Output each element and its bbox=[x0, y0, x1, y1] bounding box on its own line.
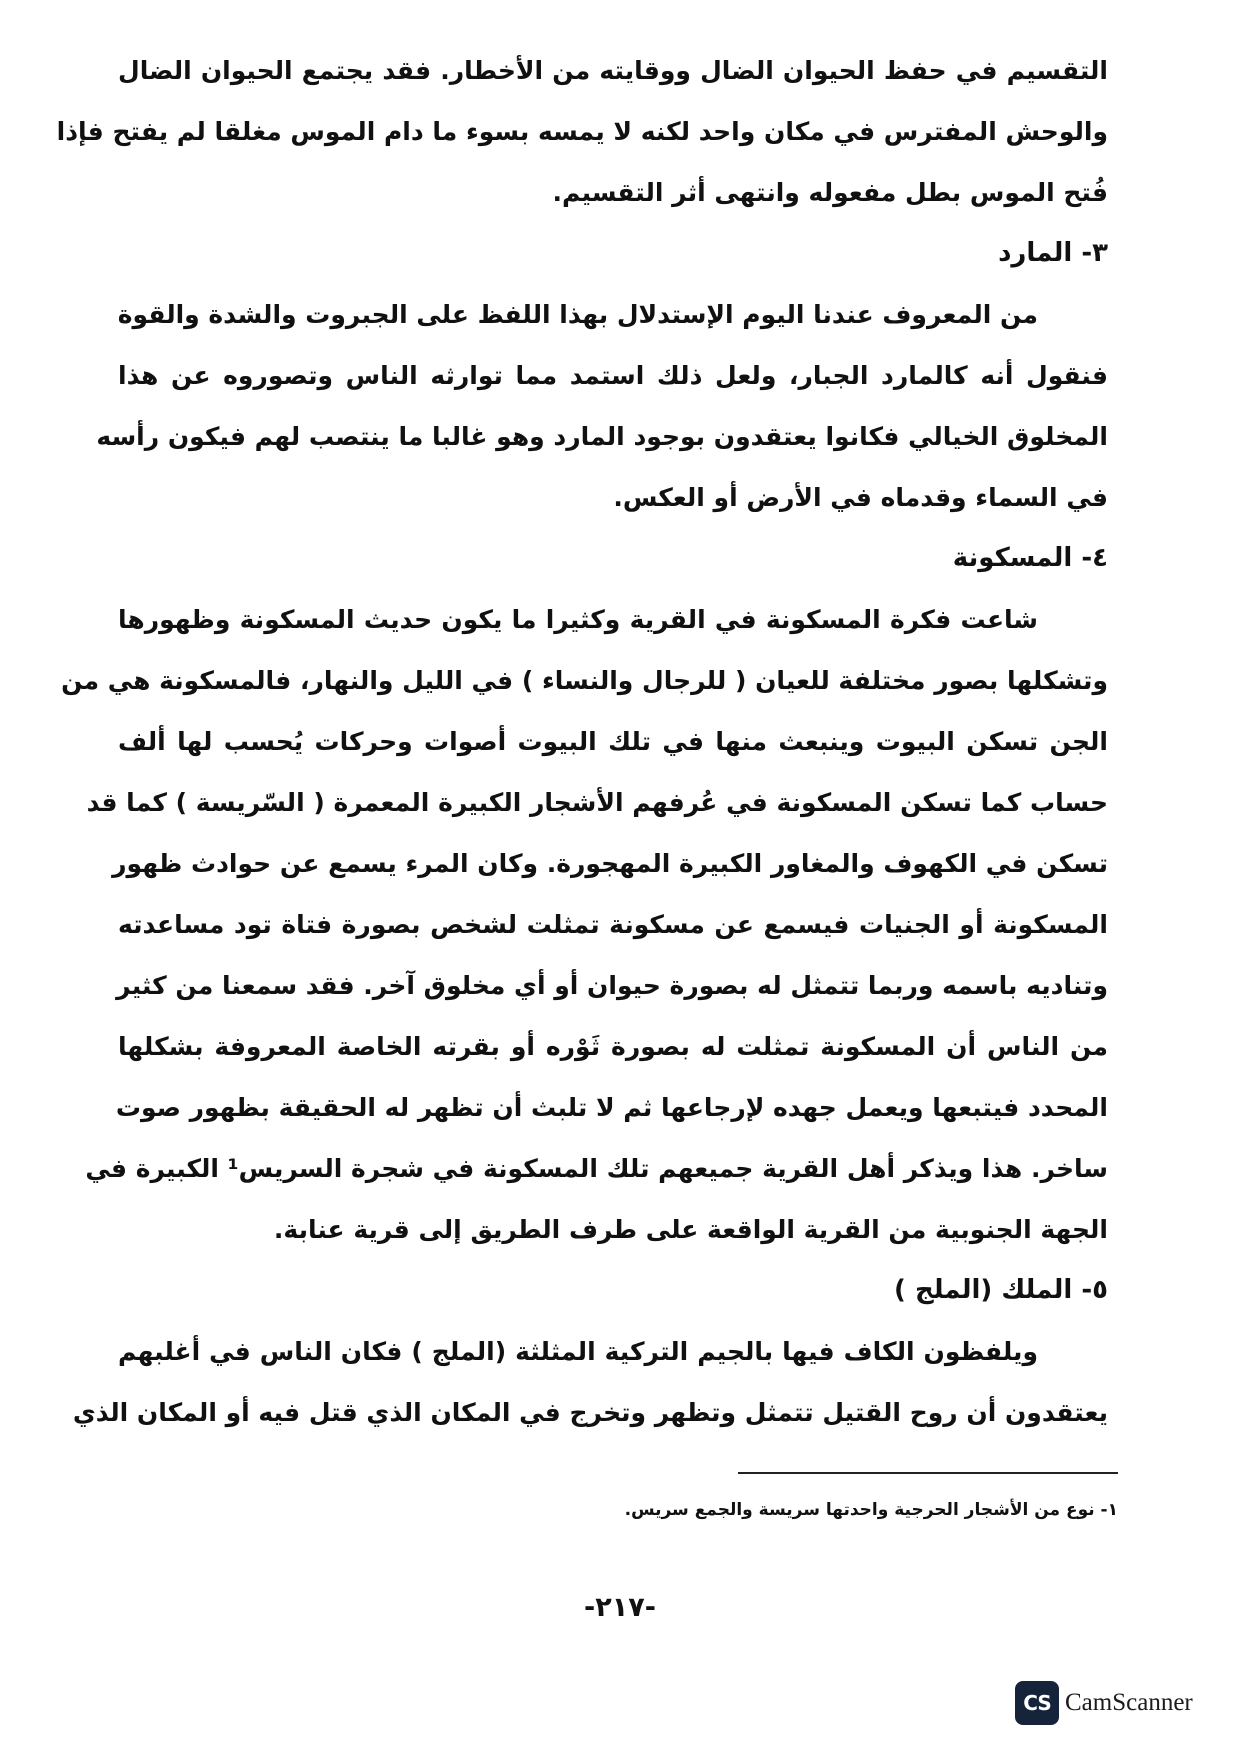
text-line: المسكونة أو الجنيات فيسمع عن مسكونة تمثلت لشخص بصورة فتاة تود مساعدته bbox=[118, 910, 1108, 939]
text-line: شاعت فكرة المسكونة في القرية وكثيرا ما يكون حديث المسكونة وظهورها bbox=[118, 605, 1038, 634]
text-line: حساب كما تسكن المسكونة في عُرفهم الأشجار الكبيرة المعمرة ( السّريسة ) كما قد bbox=[86, 788, 1108, 817]
camscanner-watermark bbox=[1015, 1680, 1193, 1726]
text-line: وتشكلها بصور مختلفة للعيان ( للرجال والنساء ) في الليل والنهار، فالمسكونة هي من bbox=[61, 666, 1108, 695]
camscanner-brand-text: CamScanner bbox=[1065, 1689, 1193, 1716]
page-number: -٢١٧- bbox=[584, 1592, 656, 1623]
text-line: الجن تسكن البيوت وينبعث منها في تلك البيوت أصوات وحركات يُحسب لها ألف bbox=[118, 727, 1108, 756]
text-line: يعتقدون أن روح القتيل تتمثل وتظهر وتخرج في المكان الذي قتل فيه أو المكان الذي bbox=[72, 1398, 1108, 1427]
camscanner-logo-icon: CS bbox=[1015, 1681, 1059, 1725]
text-line: تسكن في الكهوف والمغاور الكبيرة المهجورة. وكان المرء يسمع عن حوادث ظهور bbox=[112, 849, 1108, 878]
text-line: من الناس أن المسكونة تمثلت له بصورة ثَوْره أو بقرته الخاصة المعروفة بشكلها bbox=[118, 1032, 1108, 1061]
text-line: الجهة الجنوبية من القرية الواقعة على طرف الطريق إلى قرية عنابة. bbox=[273, 1215, 1108, 1244]
section-heading-mared: ٣- المارد bbox=[998, 238, 1108, 268]
section-heading-maskuna: ٤- المسكونة bbox=[952, 543, 1108, 573]
text-line: ويلفظون الكاف فيها بالجيم التركية المثلثة (الملج ) فكان الناس في أغلبهم bbox=[118, 1337, 1038, 1366]
text-line: المحدد فيتبعها ويعمل جهده لإرجاعها ثم لا تلبث أن تظهر له الحقيقة بظهور صوت bbox=[115, 1093, 1108, 1122]
section-heading-malak: ٥- الملك (الملج ) bbox=[894, 1275, 1108, 1305]
text-line: وتناديه باسمه وربما تتمثل له بصورة حيوان أو أي مخلوق آخر. فقد سمعنا من كثير bbox=[116, 971, 1108, 1000]
footnote: ١- نوع من الأشجار الحرجية واحدتها سريسة والجمع سريس. bbox=[624, 1500, 1118, 1520]
text-line: التقسيم في حفظ الحيوان الضال ووقايته من الأخطار. فقد يجتمع الحيوان الضال bbox=[118, 56, 1108, 85]
text-line: فُتح الموس بطل مفعوله وانتهى أثر التقسيم. bbox=[552, 178, 1108, 207]
text-line: من المعروف عندنا اليوم الإستدلال بهذا اللفظ على الجبروت والشدة والقوة bbox=[117, 300, 1038, 329]
body-text bbox=[56, 40, 1108, 1443]
text-line: ساخر. هذا ويذكر أهل القرية جميعهم تلك المسكونة في شجرة السريس¹ الكبيرة في bbox=[85, 1154, 1108, 1183]
text-line: المخلوق الخيالي فكانوا يعتقدون بوجود المارد وهو غالبا ما ينتصب لهم فيكون رأسه bbox=[96, 422, 1108, 451]
text-line: في السماء وقدماه في الأرض أو العكس. bbox=[613, 483, 1108, 512]
text-line: والوحش المفترس في مكان واحد لكنه لا يمسه بسوء ما دام الموس مغلقا لم يفتح فإذا bbox=[56, 117, 1108, 146]
text-line: فنقول أنه كالمارد الجبار، ولعل ذلك استمد مما توارثه الناس وتصوروه عن هذا bbox=[118, 361, 1108, 390]
footnote-divider bbox=[738, 1472, 1118, 1474]
